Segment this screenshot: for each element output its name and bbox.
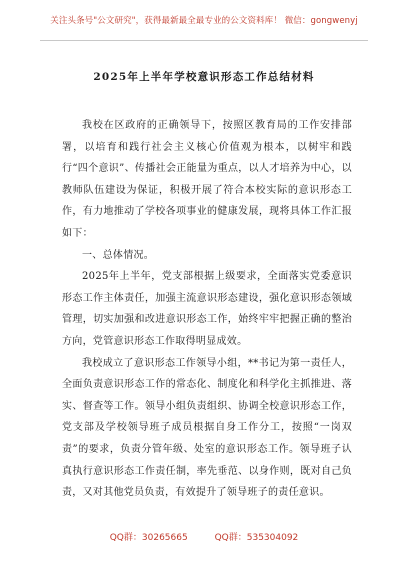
paragraph-overview: 2025年上半年，党支部根据上级要求，全面落实党委意识形态工作主体责任，加强主流意识形态建设，强化意识形态领域管理，切实加强和改进意识形态工作，始终牢牢把握正确的整治方向，党管意识形态工作取得明显成效。 — [62, 271, 352, 347]
footer-banner — [0, 530, 408, 543]
document-title: 2025年上半年学校意识形态工作总结材料 — [93, 71, 315, 83]
section-heading: 一、总体情况。 — [82, 249, 155, 261]
paragraph-intro: 我校在区政府的正确领导下，按照区教育局的工作安排部署，以培育和践行社会主义核心价值观为根本，以树牢和践行“四个意识”、传播社会正能量为重点，以人才培养为中心，以教师队伍建设为保证，积极开展了符合本校实际的意识形态工作，有力地推动了学校各项事业的健康发展，现将具体工作汇报如下： — [62, 120, 352, 239]
footer-qq-group-2: QQ群：535304092 — [214, 533, 299, 543]
document-body — [62, 115, 352, 504]
header-divider — [40, 40, 368, 41]
paragraph-leadership: 我校成立了意识形态工作领导小组，**书记为第一责任人，全面负责意识形态工作的常态化、制度化和科学化主抓推进、落实、督查等工作。领导小组负责组织、协调全校意识形态工作，党支部及学校领导班子成员根据自身工作分工，按照“一岗双责”的要求，负责分管年级、处室的意识形态工作。领导班子认真执行意识形态工作责任制，率先垂范、以身作则，既对自己负责，又对其他党员负责，有效提升了领导班子的责任意识。 — [62, 357, 352, 499]
footer-qq-group-1: QQ群：30265665 — [109, 533, 188, 543]
header-banner: 关注头条号"公文研究"，获得最新最全最专业的公文资料库！ 微信：gongwenyj — [50, 16, 358, 26]
